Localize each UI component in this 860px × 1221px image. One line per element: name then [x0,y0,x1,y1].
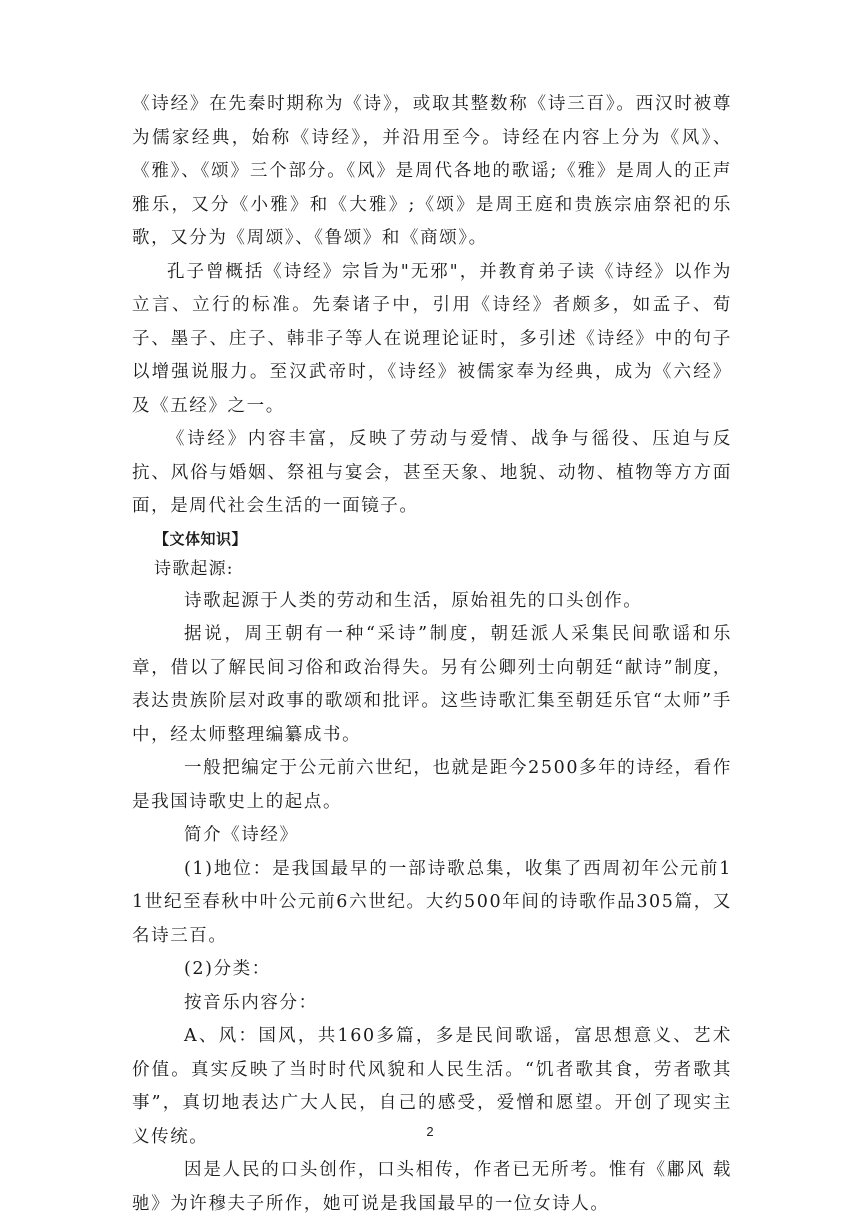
body-paragraph-by-music: 按音乐内容分： [184,992,318,1013]
body-paragraph-intro-title: 简介《诗经》 [184,825,299,845]
intro-paragraph-content: 《诗经》内容丰富，反映了劳动与爱情、战争与徭役、压迫与反抗、风俗与婚姻、祭祖与宴会，甚至天象、地貌、动物、植物等方方面面，是周代社会生活的一面镜子。 [132,429,732,516]
body-paragraph-starting-point: 一般把编定于公元前六世纪，也就是距今2500多年的诗经，看作是我国诗歌史上的起点。 [132,758,732,812]
subheading-poetry-origin: 诗歌起源: [154,558,234,579]
document-body [132,88,732,1221]
section-heading: 【文体知识】 [154,529,248,548]
body-paragraph-classification: (2)分类： [184,959,271,979]
intro-paragraph-confucius: 孔子曾概括《诗经》宗旨为"无邪"，并教育弟子读《诗经》以作为立言、立行的标准。先秦诸子中，引用《诗经》者颇多，如孟子、荀子、墨子、庄子、韩非子等人在说理论证时，多引述《诗经》中的句子以增强说服力。至汉武帝时，《诗经》被儒家奉为经典，成为《六经》及《五经》之一。 [132,261,732,416]
body-paragraph-caishi: 据说，周王朝有一种“采诗”制度，朝廷派人采集民间歌谣和乐章，借以了解民间习俗和政治得失。另有公卿列士向朝廷“献诗”制度，表达贵族阶层对政事的歌颂和批评。这些诗歌汇集至朝廷乐官“太师”手中，经太师整理编纂成书。 [132,624,732,745]
intro-paragraph-shijing-naming: 《诗经》在先秦时期称为《诗》，或取其整数称《诗三百》。西汉时被尊为儒家经典，始称《诗经》，并沿用至今。诗经在内容上分为《风》、《雅》、《颂》三个部分。《风》是周代各地的歌谣;《雅》是周人的正声雅乐，又分《小雅》和《大雅》;《颂》是周王庭和贵族宗庙祭祀的乐歌，又分为《周颂》、《鲁颂》和《商颂》。 [132,94,732,248]
body-paragraph-authorship: 因是人民的口头创作，口头相传，作者已无所考。惟有《鄘风 载驰》为许穆夫子所作，她可说是我国最早的一位女诗人。 [132,1160,732,1214]
body-paragraph-status: (1)地位：是我国最早的一部诗歌总集，收集了西周初年公元前11世纪至春秋中叶公元前6六世纪。大约500年间的诗歌作品305篇，又名诗三百。 [132,858,732,946]
body-paragraph-origin: 诗歌起源于人类的劳动和生活，原始祖先的口头创作。 [184,590,643,611]
body-paragraph-feng: A、风：国风，共160多篇，多是民间歌谣，富思想意义、艺术价值。真实反映了当时时代风貌和人民生活。“饥者歌其食，劳者歌其事”，真切地表达广大人民，自己的感受，爱憎和愿望。开创了现实主义传统。 [132,1026,732,1147]
page-number: 2 [426,1124,434,1139]
